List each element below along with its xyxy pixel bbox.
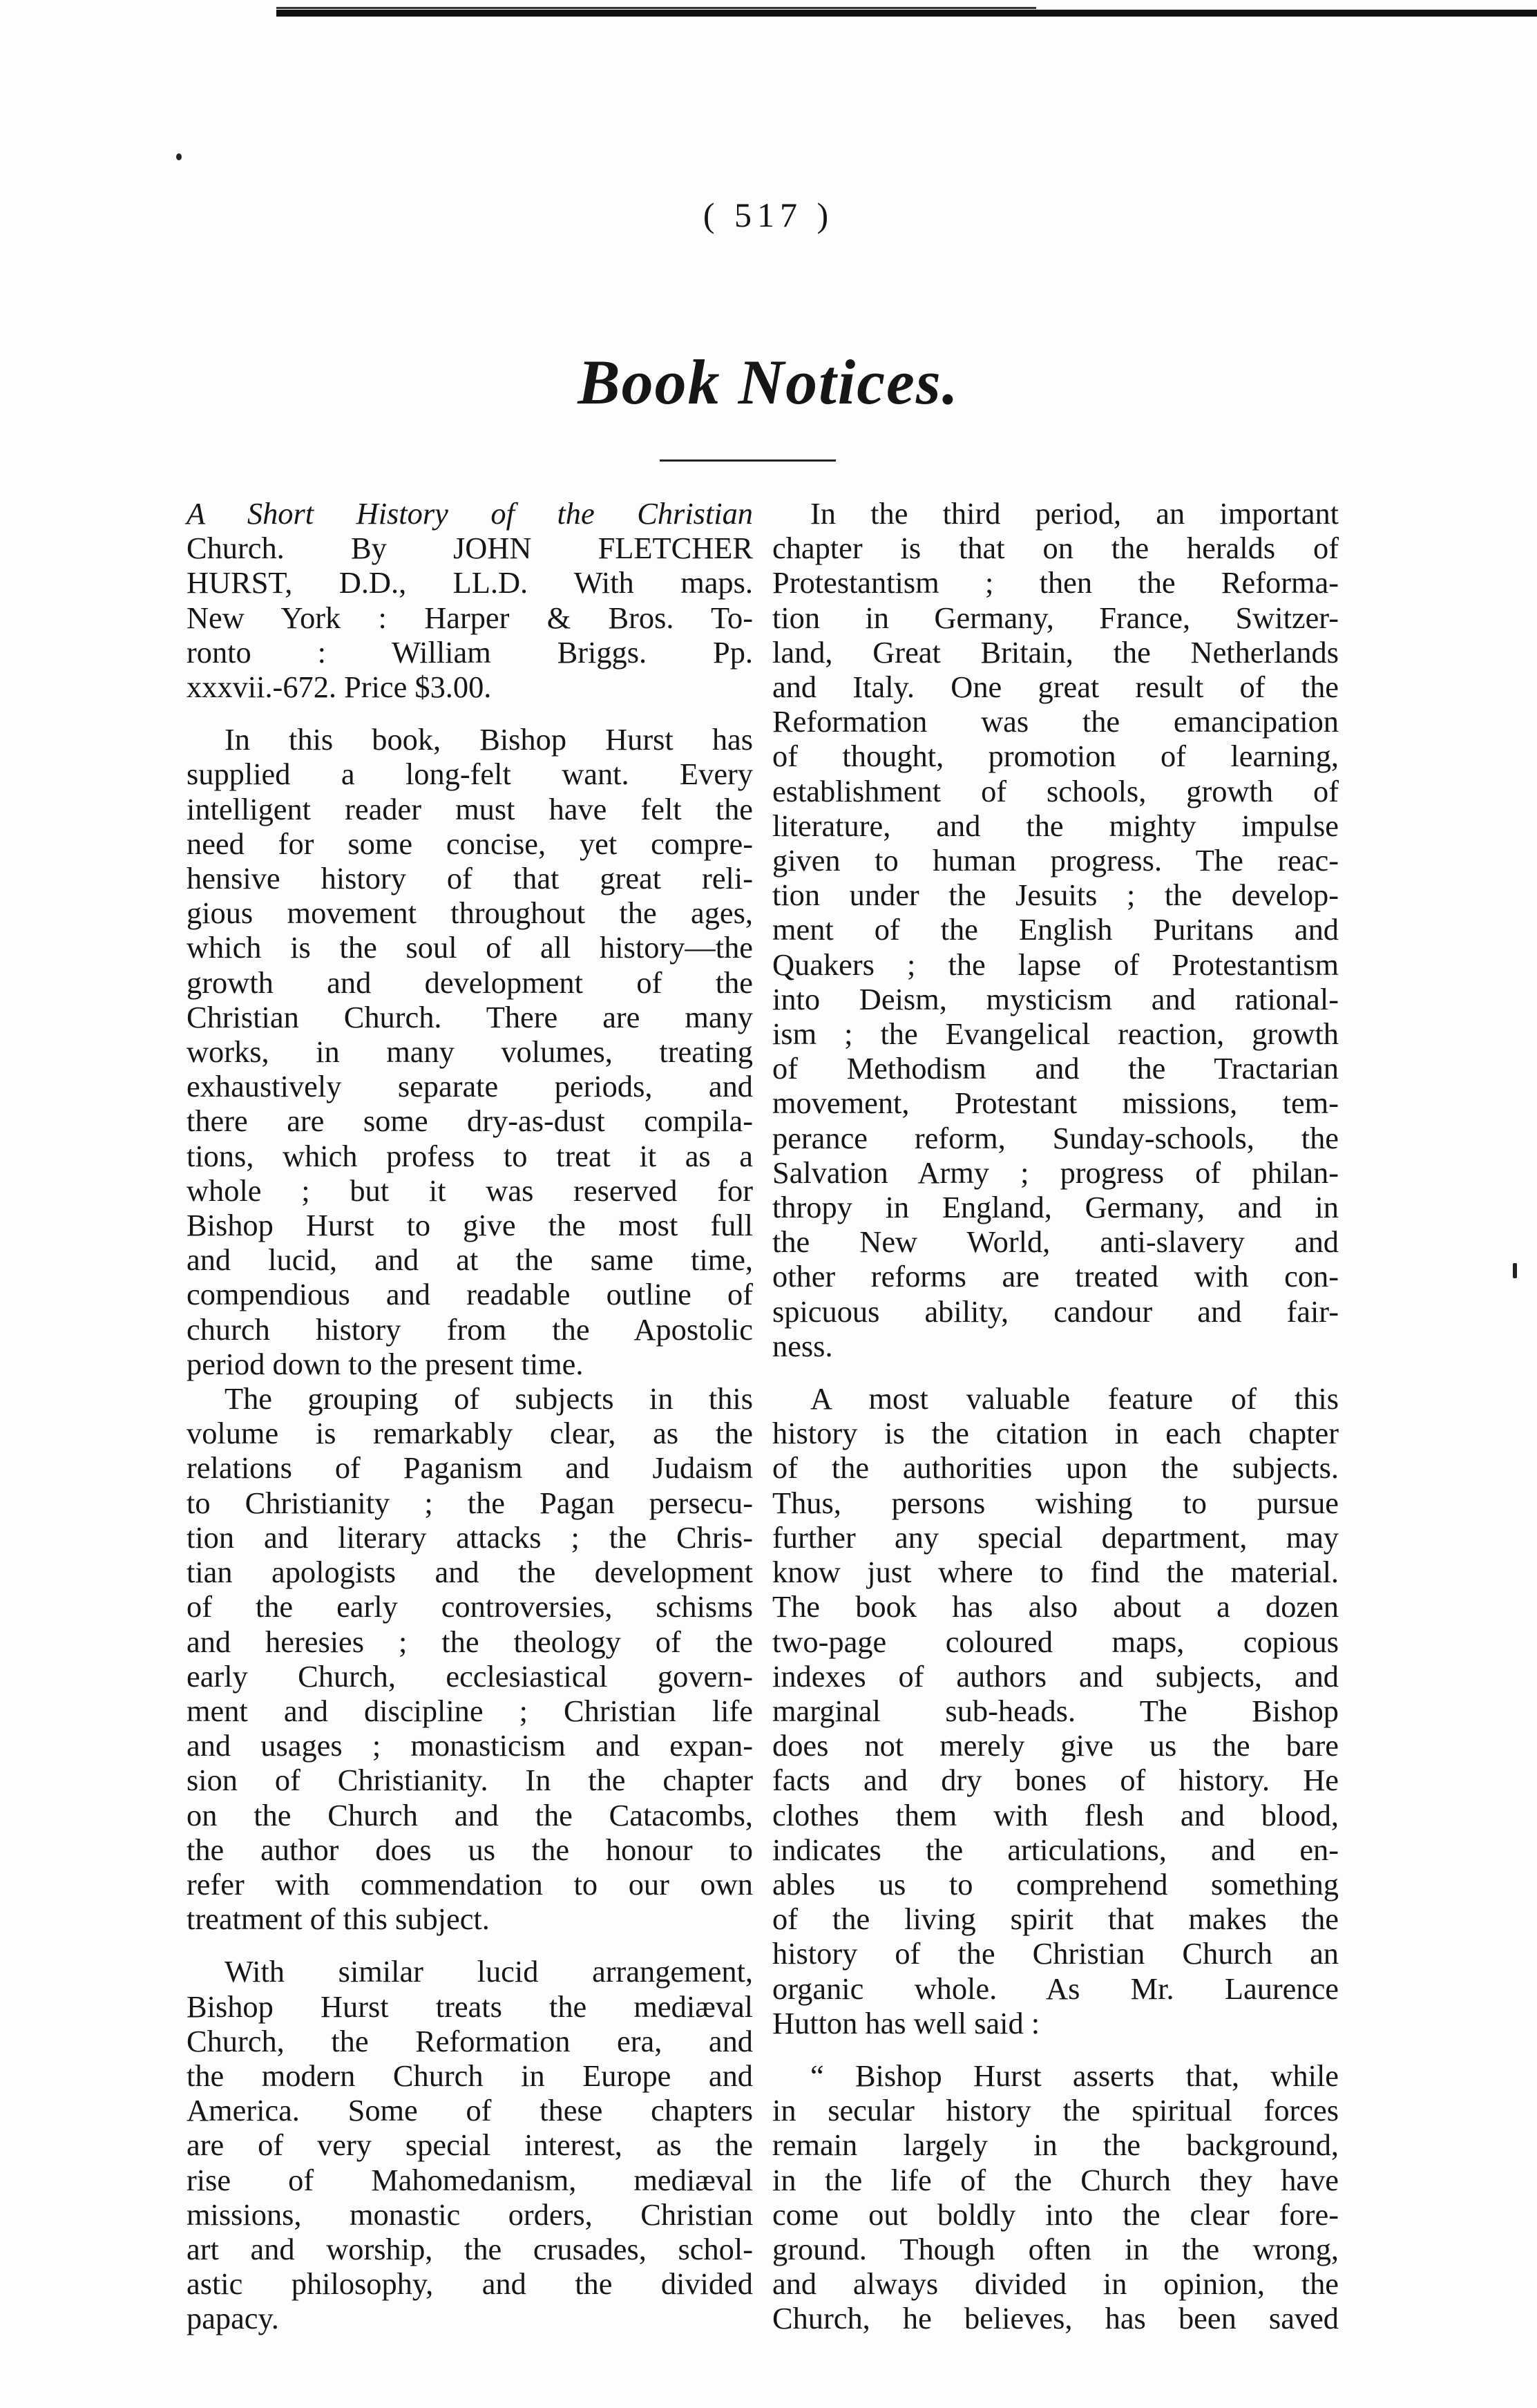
text-line: missions, monastic orders, Christian (187, 2197, 753, 2232)
text-line: two-page coloured maps, copious (772, 1624, 1339, 1659)
text-line: hensive history of that great reli- (187, 861, 753, 896)
text-line: need for some concise, yet compre- (187, 826, 753, 861)
left-column (187, 496, 753, 2336)
text-line: land, Great Britain, the Netherlands (772, 634, 1339, 670)
quote-line: and always divided in opinion, the (772, 2266, 1339, 2302)
text-line: indicates the articulations, and en- (772, 1832, 1339, 1867)
text-line: establishment of schools, growth of (772, 773, 1339, 808)
text-line: and heresies ; the theology of the (187, 1624, 753, 1659)
citation-line: xxxvii.-672. Price $3.00. (187, 670, 492, 705)
text-line: know just where to find the material. (772, 1555, 1339, 1590)
text-line: With similar lucid arrangement, (225, 1954, 753, 1989)
text-line: literature, and the mighty impulse (772, 808, 1339, 843)
text-line: ables us to comprehend something (772, 1866, 1339, 1902)
text-line: astic philosophy, and the divided (187, 2266, 753, 2302)
text-line: gious movement throughout the ages, (187, 895, 753, 931)
text-line: In the third period, an important (810, 496, 1339, 531)
text-line: period down to the present time. (187, 1346, 584, 1381)
citation-line: Church. By JOHN FLETCHER (187, 531, 753, 566)
text-line: of the living spirit that makes the (772, 1902, 1339, 1937)
text-line: Christian Church. There are many (187, 999, 753, 1034)
quote-line: in the life of the Church they have (772, 2162, 1339, 2197)
quote-line: come out boldly into the clear fore- (772, 2197, 1339, 2232)
text-line: spicuous ability, candour and fair- (772, 1293, 1339, 1329)
text-line: and usages ; monasticism and expan- (187, 1728, 753, 1763)
text-line: other reforms are treated with con- (772, 1259, 1339, 1294)
text-line: movement, Protestant missions, tem- (772, 1086, 1339, 1121)
text-line: Hutton has well said : (772, 2005, 1040, 2040)
text-line: Thus, persons wishing to pursue (772, 1485, 1339, 1520)
text-line: ment and discipline ; Christian life (187, 1693, 753, 1728)
text-line: Bishop Hurst to give the most full (187, 1208, 753, 1243)
book-citation (187, 496, 753, 704)
text-line: and lucid, and at the same time, (187, 1242, 753, 1278)
text-line: history of the Christian Church an (772, 1936, 1339, 1971)
text-line: given to human progress. The reac- (772, 843, 1339, 878)
margin-speck (176, 153, 182, 160)
text-line: relations of Paganism and Judaism (187, 1450, 753, 1486)
right-column (772, 496, 1339, 2336)
text-line: volume is remarkably clear, as the (187, 1416, 753, 1451)
text-line: further any special department, may (772, 1519, 1339, 1555)
top-edge-rule (276, 7, 1036, 9)
citation-line: ronto : William Briggs. Pp. (187, 634, 753, 670)
review-paragraph (187, 722, 753, 1381)
citation-line: A Short History of the Christian (187, 496, 753, 531)
citation-line: New York : Harper & Bros. To- (187, 600, 753, 635)
text-line: tion in Germany, France, Switzer- (772, 600, 1339, 635)
text-line: history is the citation in each chapter (772, 1416, 1339, 1451)
quotation-paragraph (772, 2058, 1339, 2336)
text-line: rise of Mahomedanism, mediæval (187, 2162, 753, 2197)
text-line: ism ; the Evangelical reaction, growth (772, 1016, 1339, 1052)
quote-line: “ Bishop Hurst asserts that, while (810, 2058, 1339, 2093)
text-line: chapter is that on the heralds of (772, 531, 1339, 566)
quote-line: Church, he believes, has been saved (772, 2301, 1339, 2336)
text-line: to Christianity ; the Pagan persecu- (187, 1485, 753, 1520)
text-line: does not merely give us the bare (772, 1728, 1339, 1763)
quote-line: ground. Though often in the wrong, (772, 2231, 1339, 2266)
quote-line: remain largely in the background, (772, 2127, 1339, 2163)
text-line: which is the soul of all history—the (187, 930, 753, 965)
text-line: facts and dry bones of history. He (772, 1763, 1339, 1798)
citation-line: HURST, D.D., LL.D. With maps. (187, 565, 753, 600)
text-line: papacy. (187, 2301, 279, 2336)
text-line: In this book, Bishop Hurst has (225, 722, 753, 757)
text-line: whole ; but it was reserved for (187, 1173, 753, 1208)
text-line: there are some dry-as-dust compila- (187, 1103, 753, 1139)
text-line: are of very special interest, as the (187, 2127, 753, 2163)
text-line: Salvation Army ; progress of philan- (772, 1155, 1339, 1190)
text-line: tian apologists and the development (187, 1555, 753, 1590)
text-line: on the Church and the Catacombs, (187, 1797, 753, 1832)
text-line: tion and literary attacks ; the Chris- (187, 1519, 753, 1555)
text-line: tion under the Jesuits ; the develop- (772, 878, 1339, 913)
text-line: of Methodism and the Tractarian (772, 1051, 1339, 1086)
text-line: growth and development of the (187, 965, 753, 1000)
quote-line: in secular history the spiritual forces (772, 2093, 1339, 2128)
review-paragraph (187, 1381, 753, 1936)
text-line: of thought, promotion of learning, (772, 739, 1339, 774)
text-line: sion of Christianity. In the chapter (187, 1763, 753, 1798)
text-line: compendious and readable outline of (187, 1277, 753, 1312)
text-line: clothes them with flesh and blood, (772, 1797, 1339, 1832)
text-line: of the authorities upon the subjects. (772, 1450, 1339, 1486)
text-line: the modern Church in Europe and (187, 2058, 753, 2093)
text-line: into Deism, mysticism and rational- (772, 981, 1339, 1016)
text-line: tions, which profess to treat it as a (187, 1138, 753, 1173)
text-line: works, in many volumes, treating (187, 1034, 753, 1070)
text-line: A most valuable feature of this (810, 1381, 1339, 1416)
text-line: perance reform, Sunday-schools, the (772, 1120, 1339, 1155)
text-line: organic whole. As Mr. Laurence (772, 1971, 1339, 2006)
text-line: The grouping of subjects in this (225, 1381, 753, 1416)
text-line: Quakers ; the lapse of Protestantism (772, 947, 1339, 982)
text-line: of the early controversies, schisms (187, 1589, 753, 1624)
text-line: supplied a long-felt want. Every (187, 757, 753, 792)
text-line: ness. (772, 1328, 833, 1363)
review-paragraph (772, 496, 1339, 1363)
text-line: indexes of authors and subjects, and (772, 1658, 1339, 1694)
text-line: Bishop Hurst treats the mediæval (187, 1989, 753, 2024)
text-line: the New World, anti-slavery and (772, 1224, 1339, 1260)
text-line: treatment of this subject. (187, 1902, 490, 1937)
text-line: the author does us the honour to (187, 1832, 753, 1867)
title-divider (660, 459, 836, 462)
text-line: art and worship, the crusades, schol- (187, 2231, 753, 2266)
text-line: church history from the Apostolic (187, 1311, 753, 1347)
review-paragraph (187, 1954, 753, 2335)
text-line: exhaustively separate periods, and (187, 1069, 753, 1104)
page-number: ( 517 ) (703, 196, 834, 234)
text-line: Protestantism ; then the Reforma- (772, 565, 1339, 600)
text-line: ment of the English Puritans and (772, 912, 1339, 947)
text-line: and Italy. One great result of the (772, 670, 1339, 705)
text-line: Church, the Reformation era, and (187, 2023, 753, 2058)
section-title: Book Notices. (577, 347, 960, 417)
review-paragraph (772, 1381, 1339, 2040)
text-line: Reformation was the emancipation (772, 704, 1339, 739)
text-line: marginal sub-heads. The Bishop (772, 1693, 1339, 1728)
text-line: The book has also about a dozen (772, 1589, 1339, 1624)
text-line: thropy in England, Germany, and in (772, 1190, 1339, 1225)
text-line: intelligent reader must have felt the (187, 791, 753, 826)
text-line: early Church, ecclesiastical govern- (187, 1658, 753, 1694)
margin-speck (1513, 1263, 1517, 1278)
top-edge-bar (276, 10, 1537, 17)
text-line: refer with commendation to our own (187, 1866, 753, 1902)
text-line: America. Some of these chapters (187, 2093, 753, 2128)
